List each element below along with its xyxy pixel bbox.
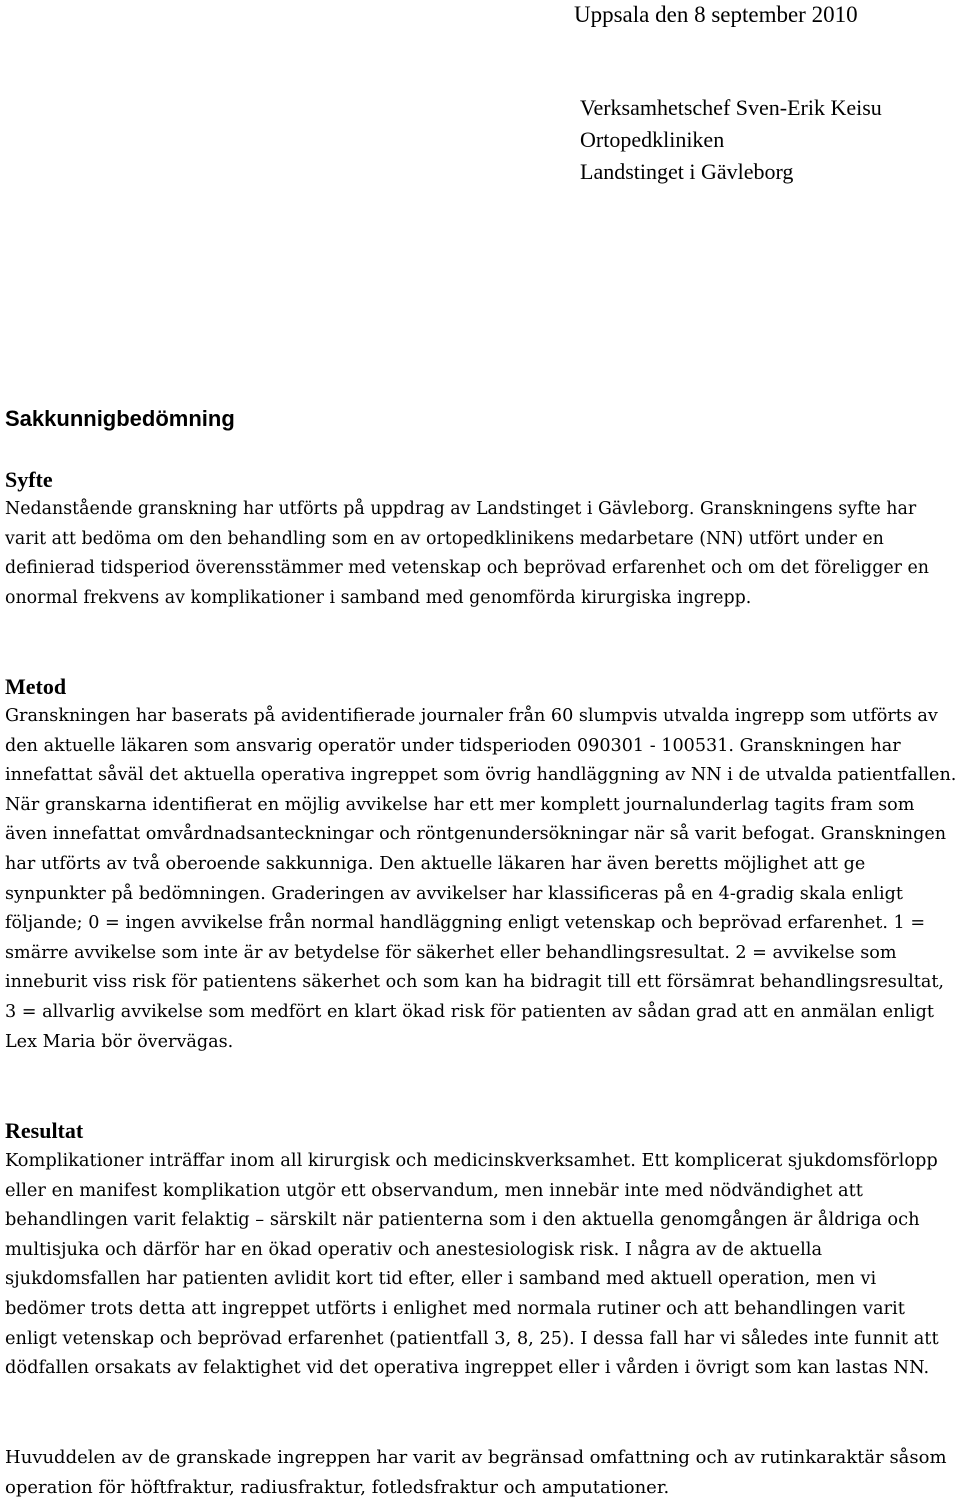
recipient-department: Ortopedkliniken — [580, 127, 725, 152]
section-text-resultat-2: Huvuddelen av de granskade ingreppen har varit av begränsad omfattning och av rutinkaraktär såsom operation för höftfraktur, radiusfraktur, fotledsfraktur och amputationer. — [5, 1447, 947, 1498]
section-resultat-continued — [5, 1443, 957, 1502]
section-resultat — [5, 1116, 957, 1383]
section-text-syfte: Nedanstående granskning har utförts på uppdrag av Landstinget i Gävleborg. Granskningens syfte har varit att bedöma om den behandling som en av ortopedklinikens medarbetare (NN) utfört under en definierad tidsperiod överensstämmer med vetenskap och beprövad erfarenhet och om det föreligger en onormal frekvens av komplikationer i samband med genomförda kirurgiska ingrepp. — [5, 499, 929, 608]
section-heading-resultat: Resultat — [5, 1118, 84, 1143]
section-text-metod: Granskningen har baserats på avidentifierade journaler från 60 slumpvis utvalda ingrepp som utförts av den aktuelle läkaren som ansvarig operatör under tidsperioden 090301 - 100531. Granskningen har innefattat såväl det aktuella operativa ingreppet som övrig handläggning av NN i de utvalda patientfallen. När granskarna identifierat en möjlig avvikelse har ett mer komplett journalunderlag tagits fram som även innefattat omvårdnadsanteckningar och röntgenundersökningar när så varit befogat. Granskningen har utförts av två oberoende sakkunniga. Den aktuelle läkaren har även beretts möjlighet att ge synpunkter på bedömningen. Graderingen av avvikelser har klassificeras på en 4-gradig skala enligt följande; 0 = ingen avvikelse från normal handläggning enligt vetenskap och beprövad erfarenhet. 1 = smärre avvikelse som inte är av betydelse för säkerhet eller behandlingsresultat. 2 = avvikelse som inneburit viss risk för patientens säkerhet och som kan ha bidragit till ett försämrat behandlingsresultat, 3 = allvarlig avvikelse som medfört en klart ökad risk för patienten av sådan grad att en anmälan enligt Lex Maria bör övervägas. — [5, 706, 957, 1052]
section-metod — [5, 672, 957, 1057]
section-heading-metod: Metod — [5, 674, 67, 699]
section-heading-syfte: Syfte — [5, 467, 53, 492]
recipient-name: Verksamhetschef Sven-Erik Keisu — [580, 95, 882, 120]
section-text-resultat: Komplikationer inträffar inom all kirurgisk och medicinskverksamhet. Ett komplicerat sjukdomsförlopp eller en manifest komplikation utgör ett observandum, men innebär inte med nödvändighet att behandlingen varit felaktig – särskilt när patienterna som i den aktuella genomgången är åldriga och multisjuka och därför har en ökad operativ och anestesiologisk risk. I några av de aktuella sjukdomsfallen har patienten avlidit kort tid efter, eller i samband med aktuell operation, men vi bedömer trots detta att ingreppet utförts i enlighet med normala rutiner och att behandlingen varit enligt vetenskap och beprövad erfarenhet (patientfall 3, 8, 25). I dessa fall har vi således inte funnit att dödfallen orsakats av felaktighet vid det operativa ingreppet eller i vården i övrigt som kan lastas NN. — [5, 1150, 939, 1379]
section-syfte — [5, 465, 957, 613]
document-title: Sakkunnigbedömning — [5, 406, 235, 431]
letter-date: Uppsala den 8 september 2010 — [574, 2, 858, 27]
recipient-block — [580, 92, 882, 188]
recipient-organization: Landstinget i Gävleborg — [580, 159, 794, 184]
